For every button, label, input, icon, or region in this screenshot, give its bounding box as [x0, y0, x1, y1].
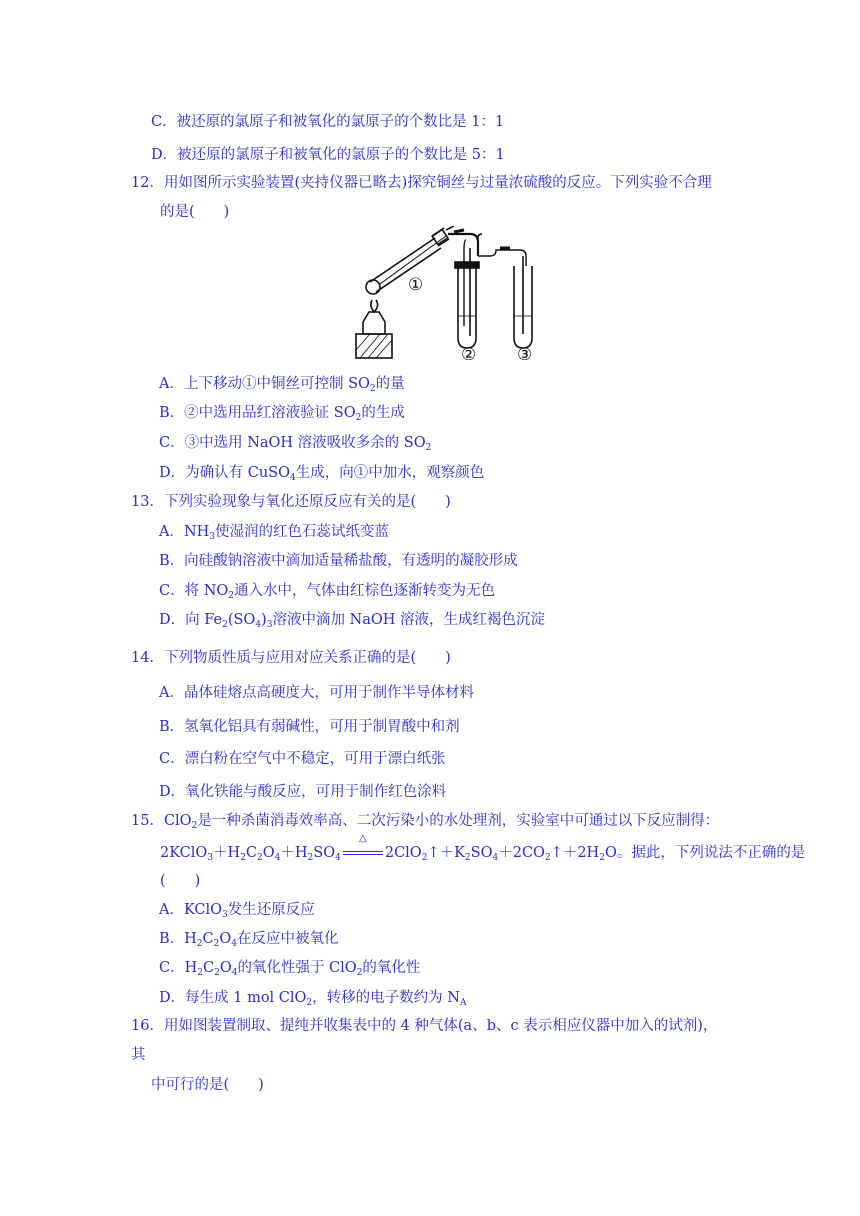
- option-13d: D．向 $Fe_2(SO_4)_3$溶液中滴加 NaOH 溶液，生成红褐色沉淀: [159, 612, 546, 630]
- question-12-stem-cont: 的是( ): [160, 204, 230, 220]
- question-15-stem: 15．ClO$_2$是一种杀菌消毒效率高、二次污染小的水处理剂，实验室中可通过以下反应制得：: [131, 813, 720, 831]
- option-14c: C．漂白粉在空气中不稳定，可用于漂白纸张: [159, 751, 446, 767]
- question-13-stem: 13．下列实验现象与氧化还原反应有关的是( ): [131, 494, 451, 510]
- question-16-stem-cont2: 中可行的是( ): [151, 1077, 264, 1093]
- option-12c: C．③中选用 NaOH 溶液吸收多余的 $SO_2$: [159, 435, 432, 453]
- option-13b: B．向硅酸钠溶液中滴加适量稀盐酸，有透明的凝胶形成: [159, 553, 518, 569]
- question-16-stem-cont1: 其: [131, 1047, 146, 1063]
- option-15a: A．KClO$_3$发生还原反应: [159, 902, 315, 920]
- question-16-stem: 16．用如图装置制取、提纯并收集表中的 4 种气体(a、b、c 表示相应仪器中加入的试剂)，: [131, 1018, 718, 1034]
- figure-label-2: ②: [461, 345, 477, 360]
- option-12b: B．②中选用品红溶液验证 $SO_2$的生成: [159, 405, 405, 423]
- question-15-paren: ( ): [160, 873, 201, 889]
- option-12d: D．为确认有 CuSO$_4$生成，向①中加水，观察颜色: [159, 465, 485, 483]
- reaction-condition: △: [341, 843, 385, 863]
- option-13a: A．$NH_3$使湿润的红色石蕊试纸变蓝: [159, 524, 390, 542]
- question-15-equation: $2KClO_3+H_2C_2O_4+H_2SO_4$ △ $2ClO_2↑+K_2SO_4+2CO_2↑+2H_2O$。据此，下列说法不正确的是: [160, 833, 806, 863]
- option-15b: B．$H_2C_2O_4$在反应中被氧化: [159, 931, 339, 949]
- figure-label-1: ①: [408, 275, 424, 295]
- option-13c: C．将 $NO_2$通入水中，气体由红棕色逐渐转变为无色: [159, 583, 496, 601]
- option-11d: D．被还原的氯原子和被氧化的氯原子的个数比是 5：1: [151, 147, 505, 163]
- question-14-stem: 14．下列物质性质与应用对应关系正确的是( ): [131, 650, 451, 666]
- option-14b: B．氢氧化铝具有弱碱性，可用于制胃酸中和剂: [159, 719, 460, 735]
- option-15c: C．$H_2C_2O_4$的氧化性强于 ClO$_2$的氧化性: [159, 960, 421, 978]
- question-12-stem: 12．用如图所示实验装置(夹持仪器已略去)探究铜丝与过量浓硫酸的反应。下列实验不合理: [131, 175, 712, 191]
- option-14d: D．氧化铁能与酸反应，可用于制作红色涂料: [159, 784, 447, 800]
- option-11c: C．被还原的氯原子和被氧化的氯原子的个数比是 1：1: [151, 114, 505, 130]
- option-12a: A．上下移动①中铜丝可控制 $SO_2$的量: [159, 376, 405, 394]
- option-14a: A．晶体硅熔点高硬度大，可用于制作半导体材料: [159, 685, 474, 701]
- option-15d: D．每生成 1 mol ClO$_2$，转移的电子数约为 $N_A$: [159, 990, 467, 1008]
- figure-label-3: ③: [517, 345, 533, 360]
- apparatus-figure: [350, 226, 550, 360]
